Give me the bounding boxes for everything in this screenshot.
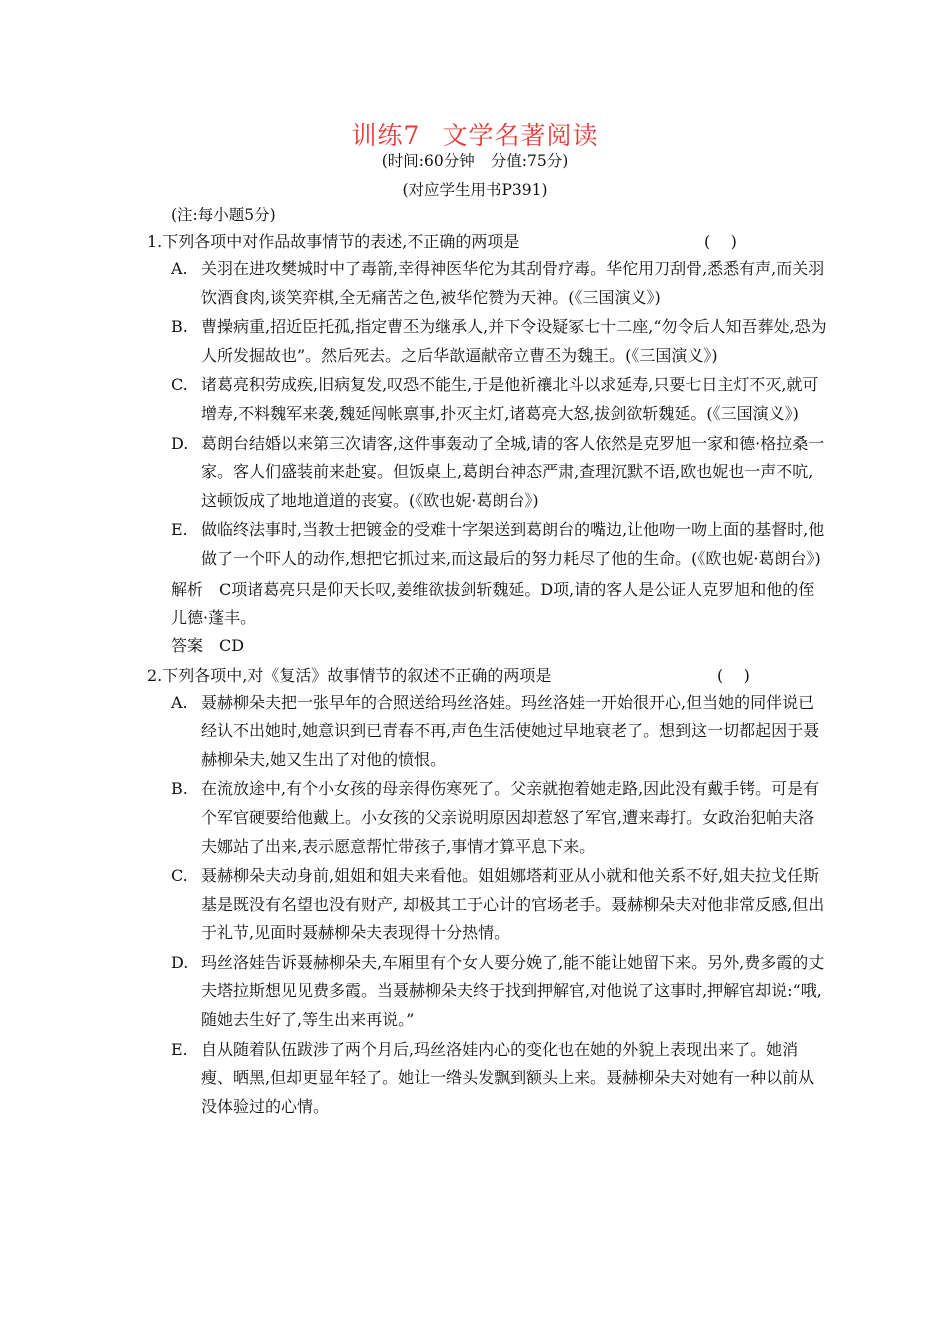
options-list: [171, 689, 827, 1122]
analysis: [171, 576, 827, 632]
option-text: 玛丝洛娃告诉聂赫柳朵夫,车厢里有个女人要分娩了,能不能让她留下来。另外,费多霞的丈夫塔拉斯想见见费多霞。当聂赫柳朵夫终于找到押解官,对他说了这事时,押解官却说:“哦,随她去生好了,等生出来再说。”: [201, 952, 825, 1030]
answer-paren: ( ): [704, 232, 737, 251]
question-stem-text: 1.下列各项中对作品故事情节的表述,不正确的两项是: [147, 232, 520, 251]
time-limit: (时间:60分钟: [381, 152, 475, 170]
option-label: D.: [171, 433, 189, 453]
option-label: D.: [171, 952, 189, 972]
option-label: A.: [171, 259, 188, 278]
title-part-2: 文学名著阅读: [442, 121, 599, 150]
option-label: B.: [171, 317, 188, 337]
option-e: [171, 516, 827, 573]
option-text: 关羽在进攻樊城时中了毒箭,幸得神医华佗为其刮骨疗毒。华佗用刀刮骨,悉悉有声,而关羽饮酒食肉,谈笑弈棋,全无痛苦之色,被华佗赞为天神。(《三国演义》): [201, 259, 825, 307]
answer: [171, 632, 827, 660]
option-label: A.: [171, 692, 188, 712]
option-text: 聂赫柳朵夫动身前,姐姐和姐夫来看他。姐姐娜塔莉亚从小就和他关系不好,姐夫拉戈任斯基是既没有名望也没有财产, 却极其工于心计的官场老手。聂赫柳朵夫对他非常反感,但出于礼节,见面时聂赫柳朵夫表现得十分热情。: [201, 866, 825, 943]
option-text: 曹操病重,招近臣托孤,指定曹丕为继承人,并下令设疑冢七十二座,“勿令后人知吾葬处,恐为人所发掘故也”。然后死去。之后华歆逼献帝立曹丕为魏王。(《三国演义》): [201, 317, 827, 365]
question-stem: [147, 229, 827, 255]
option-text: 聂赫柳朵夫把一张早年的合照送给玛丝洛娃。玛丝洛娃一开始很开心,但当她的同伴说已经认不出她时,她意识到已青春不再,声色生活使她过早地衰老了。想到这一切都起因于聂赫柳朵夫,她又生出了对他的愤恨。: [201, 692, 820, 769]
option-label: C.: [171, 375, 188, 395]
total-score: 分值:75分): [490, 152, 569, 170]
analysis-label: 解析: [171, 579, 204, 599]
option-c: [171, 371, 827, 428]
option-d: [171, 430, 827, 516]
title-part-1: 训练7: [351, 121, 421, 150]
option-text: 在流放途中,有个小女孩的母亲得伤寒死了。父亲就抱着她走路,因此没有戴手铐。可是有个军官硬要给他戴上。小女孩的父亲说明原因却惹怒了军官,遭来毒打。女政治犯帕夫洛夫娜站了出来,表示愿意帮忙带孩子,事情才算平息下来。: [201, 779, 820, 856]
page-title: [0, 120, 950, 152]
option-a: [171, 689, 827, 775]
option-c: [171, 862, 827, 948]
option-label: B.: [171, 779, 188, 799]
answer-label: 答案: [171, 635, 204, 655]
option-text: 诸葛亮积劳成疾,旧病复发,叹恐不能生,于是他祈禳北斗以求延寿,只要七日主灯不灭,就可增寿,不料魏军来袭,魏延闯帐禀事,扑灭主灯,诸葛亮大怒,拔剑欲斩魏延。(《三国演义》): [201, 375, 819, 423]
option-b: [171, 313, 827, 370]
option-text: 做临终法事时,当教士把镀金的受难十字架送到葛朗台的嘴边,让他吻一吻上面的基督时,他做了一个吓人的动作,想把它抓过来,而这最后的努力耗尽了他的生命。(《欧也妮·葛朗台》): [201, 520, 825, 568]
option-a: [171, 255, 827, 312]
options-list: [171, 255, 827, 574]
option-label: E.: [171, 1039, 188, 1059]
answer-value: CD: [219, 635, 245, 655]
question-stem: [147, 663, 827, 689]
question-1: [147, 229, 827, 660]
option-label: C.: [171, 866, 188, 886]
option-text: 自从随着队伍跋涉了两个月后,玛丝洛娃内心的变化也在她的外貌上表现出来了。她消瘦、晒黑,但却更显年轻了。她让一绺头发飘到额头上来。聂赫柳朵夫对她有一种以前从没体验过的心情。: [201, 1039, 815, 1116]
question-stem-text: 2.下列各项中,对《复活》故事情节的叙述不正确的两项是: [147, 665, 552, 685]
option-e: [171, 1036, 827, 1122]
page-subtitle: [0, 150, 950, 172]
question-2: [147, 663, 827, 1122]
option-b: [171, 775, 827, 861]
scoring-note: (注:每小题5分): [171, 206, 276, 224]
option-text: 葛朗台结婚以来第三次请客,这件事轰动了全城,请的客人依然是克罗旭一家和德·格拉桑一家。客人们盛装前来赴宴。但饭桌上,葛朗台神态严肃,查理沉默不语,欧也妮也一声不吭,这顿饭成了地地道道的丧宴。(《欧也妮·葛朗台》): [201, 433, 825, 510]
analysis-text: C项诸葛亮只是仰天长叹,姜维欲拔剑斩魏延。D项,请的客人是公证人克罗旭和他的侄儿德·蓬丰。: [171, 579, 815, 627]
questions-content: [147, 229, 827, 1122]
source-reference: (对应学生用书P391): [402, 181, 548, 199]
option-label: E.: [171, 520, 188, 540]
answer-paren: ( ): [717, 665, 750, 685]
option-d: [171, 949, 827, 1035]
